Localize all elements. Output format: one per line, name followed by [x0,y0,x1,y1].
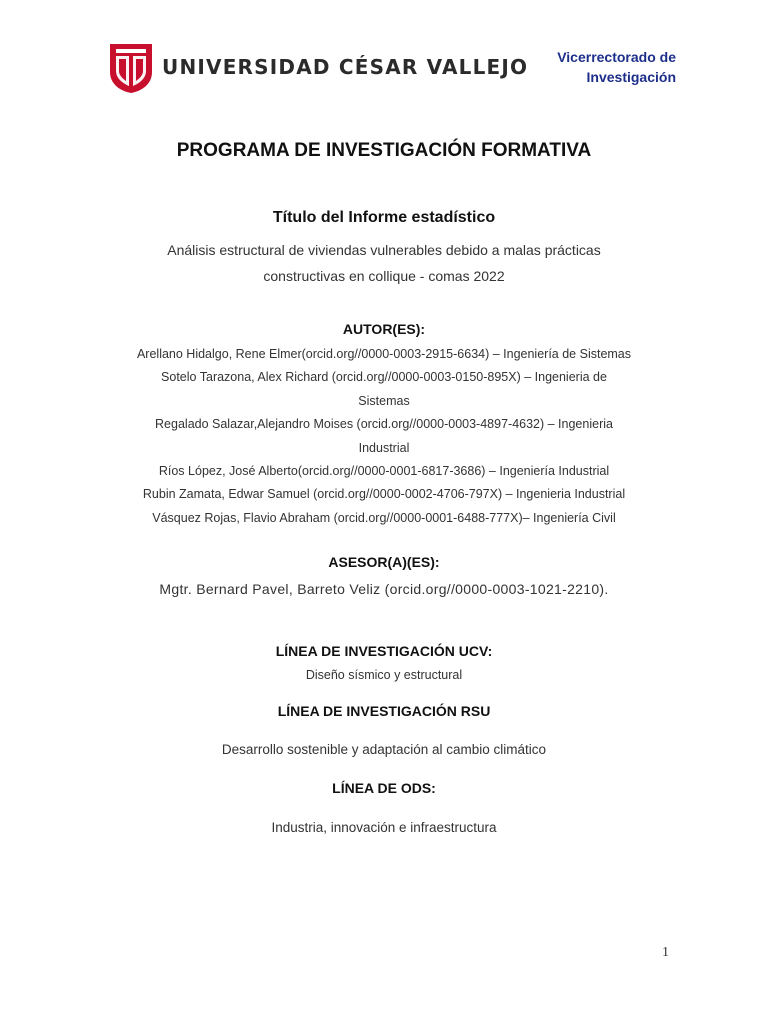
author-line: Vásquez Rojas, Flavio Abraham (orcid.org//0000-0001-6488-777X)– Ingeniería Civil [152,510,616,525]
vice-line-1: Vicerrectorado de [557,49,676,65]
authors-list [0,343,768,530]
author-line: Arellano Hidalgo, Rene Elmer(orcid.org//0000-0003-2915-6634) – Ingeniería de Sistemas [136,347,632,361]
linea-rsu-text: Desarrollo sostenible y adaptación al cambio climático [221,742,547,757]
advisor-heading: ASESOR(A)(ES): [328,554,440,570]
linea-ods-text: Industria, innovación e infraestructura [271,820,497,835]
linea-ods-heading: LÍNEA DE ODS: [332,780,436,796]
page-header [0,0,768,110]
university-logo [108,42,529,94]
report-heading: Título del Informe estadístico [272,209,496,226]
ucv-shield-icon [108,42,154,94]
author-line: Regalado Salazar,Alejandro Moises (orcid.org//0000-0003-4897-4632) – Ingenieria [155,417,613,432]
author-line: Ríos López, José Alberto(orcid.org//0000-0001-6817-3686) – Ingeniería Industrial [158,464,610,479]
report-title-line-1: Análisis estructural de viviendas vulnerables debido a malas prácticas [167,242,601,258]
vice-line-2: Investigación [586,69,676,85]
university-name: UNIVERSIDAD CÉSAR VALLEJO [162,55,529,79]
linea-ucv-heading: LÍNEA DE INVESTIGACIÓN UCV: [275,643,493,659]
author-line: Sotelo Tarazona, Alex Richard (orcid.org//0000-0003-0150-895X) – Ingenieria de [161,370,607,385]
page-number: 1 [662,945,669,960]
author-line: Sistemas [358,393,410,408]
linea-rsu-heading: LÍNEA DE INVESTIGACIÓN RSU [277,703,491,719]
authors-heading: AUTOR(ES): [342,321,426,337]
report-title-line-2: constructivas en collique - comas 2022 [263,268,505,284]
linea-ucv-text: Diseño sísmico y estructural [305,668,463,682]
author-line: Industrial [358,440,410,455]
author-line: Rubin Zamata, Edwar Samuel (orcid.org//0000-0002-4706-797X) – Ingenieria Industrial [142,487,626,502]
vice-rectorate-label [557,47,676,87]
advisor-text: Mgtr. Bernard Pavel, Barreto Veliz (orcid.org//0000-0003-1021-2210). [159,581,609,597]
program-title: PROGRAMA DE INVESTIGACIÓN FORMATIVA [176,140,592,161]
